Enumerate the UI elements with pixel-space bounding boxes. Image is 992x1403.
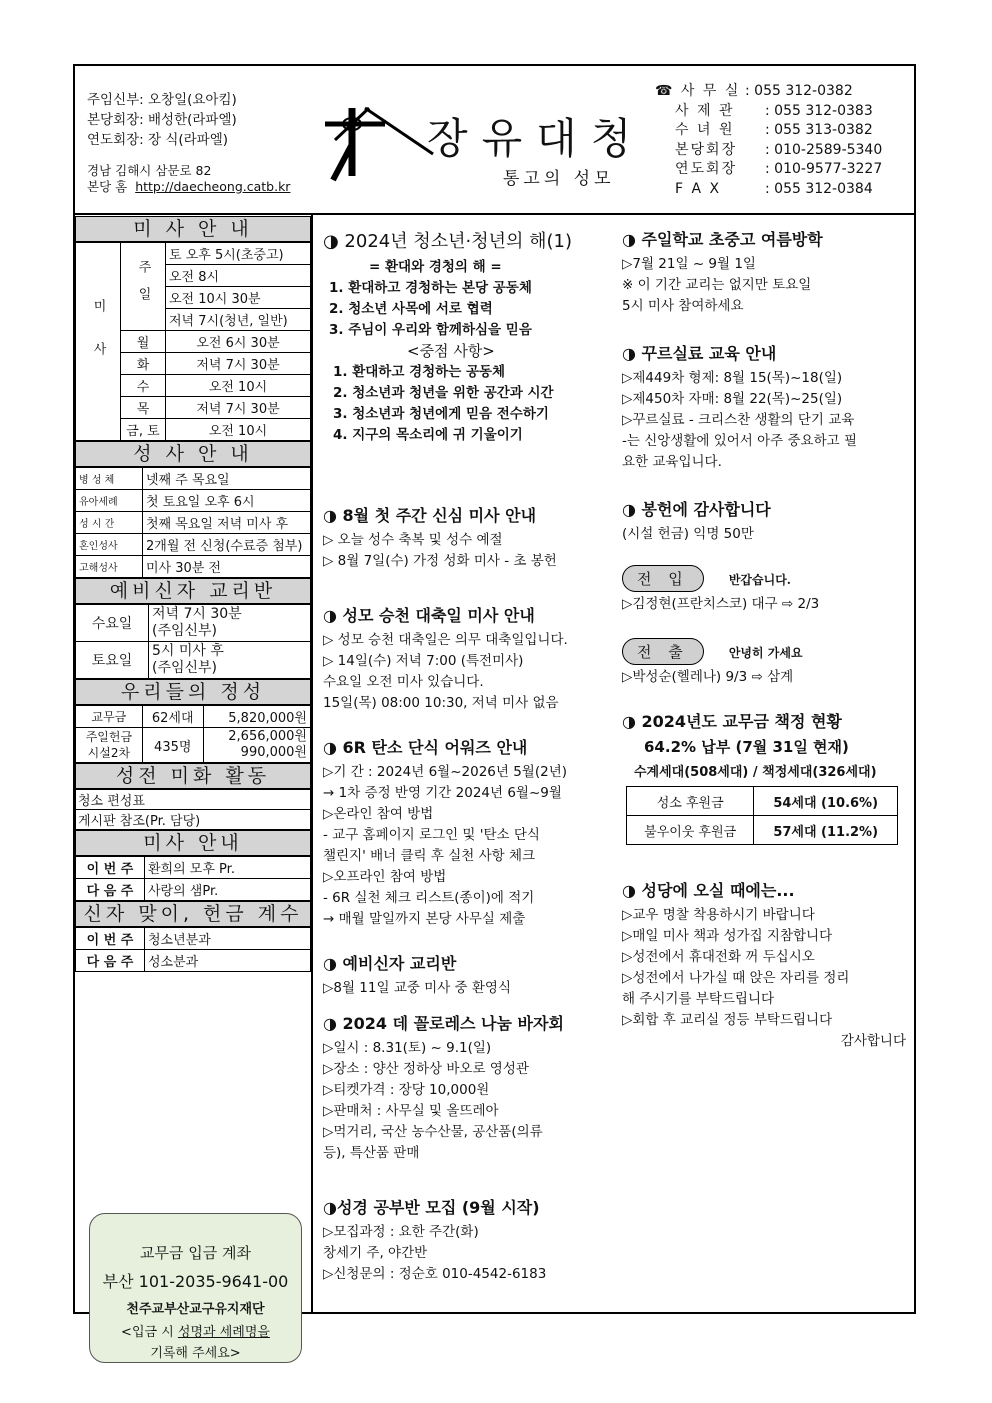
offering-amount: 2,656,000원 xyxy=(228,729,307,744)
contact-label: F A X xyxy=(675,180,722,197)
contact-label: 수 녀 원 xyxy=(675,122,735,138)
greet-table xyxy=(75,927,311,972)
text-line: → 매월 말일까지 본당 사무실 제출 xyxy=(323,911,526,927)
right-column xyxy=(616,213,916,1314)
week-value: 사랑의 샘Pr. xyxy=(145,879,311,901)
weekday-time: 오전 6시 30분 xyxy=(166,331,311,353)
cross-logo-icon xyxy=(325,106,435,186)
contact-row xyxy=(655,180,882,200)
account-note-text: <입금 시 xyxy=(121,1325,178,1340)
text-line: ▷성전에서 나가실 때 앉은 자리를 정리 xyxy=(622,970,850,986)
dues-households: 수계세대(508세대) / 책정세대(326세대) xyxy=(634,765,877,780)
week-label: 이 번 주 xyxy=(76,857,145,879)
section-list xyxy=(323,278,572,341)
text-line: 1. 환대하고 경청하는 공동체 xyxy=(333,364,506,380)
section-title: ◑ 예비신자 교리반 xyxy=(323,954,457,973)
contact-value: : 055 312-0384 xyxy=(765,180,873,197)
transfer-in-section xyxy=(622,565,819,615)
text-line: ※ 이 기간 교리는 없지만 토요일 xyxy=(622,277,812,293)
account-number: 부산 101-2035-9641-00 xyxy=(102,1272,289,1291)
dues-value: 57세대 (11.2%) xyxy=(754,816,898,845)
section-list xyxy=(323,630,568,714)
cursillo-section xyxy=(622,341,857,473)
catechumen-title: 예비신자 교리반 xyxy=(75,578,311,604)
dues-rate: 64.2% 납부 (7월 31일 현재) xyxy=(644,738,849,756)
catechumen-time xyxy=(149,642,311,679)
offering-cell xyxy=(203,728,310,763)
account-box xyxy=(89,1213,302,1363)
carbon-fast-section xyxy=(323,735,567,930)
text-line: ▷신청문의 : 정순호 010-4542-6183 xyxy=(323,1266,547,1282)
contact-label: 본당회장 xyxy=(675,141,738,158)
transfer-out-greeting: 안녕히 가세요 xyxy=(728,646,803,660)
summer-break-section xyxy=(622,227,823,317)
offering-cell: 435명 xyxy=(142,728,203,763)
homepage-label: 본당 홈 xyxy=(87,179,128,194)
mass-schedule-table xyxy=(75,242,311,441)
section-title: ◑ 2024년도 교무금 책정 현황 xyxy=(622,712,842,731)
thanks-line: (시설 헌금) 익명 50만 xyxy=(622,526,754,542)
sacrament-value: 미사 30분 전 xyxy=(143,556,311,578)
contact-list xyxy=(655,82,882,199)
sacrament-title: 성 사 안 내 xyxy=(75,441,311,467)
text-line: 요한 교육입니다. xyxy=(622,454,722,470)
transfer-in-greeting: 반갑습니다. xyxy=(728,573,791,587)
sacrament-value: 넷째 주 목요일 xyxy=(143,468,311,490)
dues-table xyxy=(626,786,898,845)
text-line: 1. 환대하고 경청하는 본당 공동체 xyxy=(329,280,532,296)
sacrament-label: 성 시 간 xyxy=(76,512,143,534)
text-line: 3. 주님이 우리와 함께하심을 믿음 xyxy=(329,322,532,338)
mass-label: 미사 xyxy=(76,243,121,441)
catechumen-notice-section xyxy=(323,951,511,999)
offering-cell: 5,820,000원 xyxy=(203,706,310,728)
text-line: ▷장소 : 양산 정하상 바오로 영성관 xyxy=(323,1061,529,1077)
weekday-label: 화 xyxy=(121,353,166,375)
text-line: ▷ 오늘 성수 축복 및 성수 예절 xyxy=(323,532,503,548)
offering-cell xyxy=(76,728,143,763)
section-list xyxy=(622,368,857,473)
section-title: ◑ 2024 데 꼴로레스 나눔 바자회 xyxy=(323,1014,564,1033)
text-line: 등), 특산품 판매 xyxy=(323,1145,420,1161)
text-line: ▷제449차 형제: 8월 15(목)~18(일) xyxy=(622,370,843,386)
account-note-2: 기록해 주세요> xyxy=(150,1346,241,1361)
bulletin-subtitle: 통고의 성모 xyxy=(503,169,615,189)
section-title: ◑ 봉헌에 감사합니다 xyxy=(622,500,771,519)
contact-value: : 010-9577-3227 xyxy=(765,161,883,177)
text-line: ▷판매처 : 사무실 및 올뜨레아 xyxy=(323,1103,499,1119)
transfer-out-badge: 전 출 xyxy=(622,638,704,665)
sacrament-table xyxy=(75,467,311,578)
transfer-out-line: ▷박성순(헬레나) 9/3 ⇨ 삼계 xyxy=(622,669,794,685)
offering-label: 주일헌금 xyxy=(85,730,133,744)
weekday-time: 저녁 7시 30분 xyxy=(166,397,311,419)
text-line: ▷오프라인 참여 방법 xyxy=(323,869,447,885)
section-list xyxy=(323,530,557,572)
middle-column xyxy=(311,213,616,1314)
text-line: 창세기 주, 야간반 xyxy=(323,1245,428,1261)
dues-value: 54세대 (10.6%) xyxy=(754,787,898,816)
section-subtitle: = 환대와 경청의 해 = xyxy=(369,259,502,275)
text-line: ▷7월 21일 ~ 9월 1일 xyxy=(622,256,756,272)
text-line: - 교구 홈페이지 로그인 및 '탄소 단식 xyxy=(323,827,540,843)
text-line: 챌린지' 배너 클릭 후 실천 사항 체크 xyxy=(323,848,536,864)
transfer-in-line: ▷김정현(프란치스코) 대구 ⇨ 2/3 xyxy=(622,596,820,612)
mass-schedule-title: 미 사 안 내 xyxy=(75,216,311,242)
text-line: 15일(목) 08:00 10:30, 저녁 미사 없음 xyxy=(323,695,559,711)
offering-cell: 62세대 xyxy=(142,706,203,728)
section-list xyxy=(323,1038,564,1164)
mass-guide-title: 미사 안내 xyxy=(75,830,311,856)
focus-heading: <중점 사항> xyxy=(407,342,495,360)
thanks-closing: 감사합니다 xyxy=(840,1033,906,1049)
weekday-label: 수 xyxy=(121,375,166,397)
text-line: ▷꾸르실료 - 크리스찬 생활의 단기 교육 xyxy=(622,412,855,428)
section-title: ◑ 주일학교 초중고 여름방학 xyxy=(622,230,823,249)
week-value: 청소년분과 xyxy=(145,928,311,950)
focus-list xyxy=(323,362,572,446)
sunday-time: 토 오후 5시(초중고) xyxy=(166,243,311,265)
beautify-title: 성전 미화 활동 xyxy=(75,763,311,789)
contact-value: : 055 312-0383 xyxy=(765,102,873,119)
dues-section xyxy=(622,709,898,845)
catechumen-teacher: (주임신부) xyxy=(152,623,218,639)
week-label: 다 음 주 xyxy=(76,950,145,972)
section-list xyxy=(323,762,567,930)
week-label: 다 음 주 xyxy=(76,879,145,901)
sunday-time: 오전 10시 30분 xyxy=(166,287,311,309)
contact-label: 사 제 관 xyxy=(675,102,735,119)
homepage-link[interactable]: http://daecheong.catb.kr xyxy=(135,179,291,194)
bible-study-section xyxy=(323,1195,546,1285)
sacrament-label: 유아세례 xyxy=(76,490,143,512)
week-label: 이 번 주 xyxy=(76,928,145,950)
sacrament-value: 첫째 목요일 저녁 미사 후 xyxy=(143,512,311,534)
sacrament-value: 2개월 전 신청(수료증 첨부) xyxy=(143,534,311,556)
text-line: ▷매일 미사 책과 성가집 지참합니다 xyxy=(622,928,833,944)
sacrament-value: 첫 토요일 오후 6시 xyxy=(143,490,311,512)
sunday-time: 저녁 7시(청년, 일반) xyxy=(166,309,311,331)
account-note-emphasis: 성명과 세례명을 xyxy=(177,1325,270,1340)
offering-title: 우리들의 정성 xyxy=(75,679,311,705)
pastor-line: 주임신부: 오창일(요아킴) xyxy=(87,92,237,108)
section-title: ◑ 8월 첫 주간 신심 미사 안내 xyxy=(323,506,537,525)
text-line: → 1차 증정 반영 기간 2024년 6월~9월 xyxy=(323,785,562,801)
dues-label: 성소 후원금 xyxy=(627,787,754,816)
week-value: 환희의 모후 Pr. xyxy=(145,857,311,879)
text-line: ▷먹거리, 국산 농수산물, 공산품(의류 xyxy=(323,1124,543,1140)
text-line: -는 신앙생활에 있어서 아주 중요하고 필 xyxy=(622,433,857,449)
text-line: 수요일 오전 미사 있습니다. xyxy=(323,674,484,690)
beautify-line: 청소 편성표 xyxy=(75,789,311,810)
text-line: ▷성전에서 휴대전화 꺼 두십시오 xyxy=(622,949,815,965)
section-title: ◑ 꾸르실료 교육 안내 xyxy=(622,344,777,363)
weekday-label: 목 xyxy=(121,397,166,419)
header xyxy=(75,66,914,215)
sunday-label: 주일 xyxy=(121,243,166,331)
text-line: 3. 청소년과 청년에게 믿음 전수하기 xyxy=(333,406,549,422)
account-title: 교무금 입금 계좌 xyxy=(140,1244,251,1262)
text-line: ▷교우 명찰 착용하시기 바랍니다 xyxy=(622,907,815,923)
bazaar-section xyxy=(323,1011,564,1164)
youth-year-section xyxy=(323,227,572,446)
assumption-section xyxy=(323,603,568,714)
account-note xyxy=(90,1321,301,1340)
text-line: ▷제450차 자매: 8월 22(목)~25(일) xyxy=(622,391,843,407)
text-line: ▷ 성모 승천 대축일은 의무 대축일입니다. xyxy=(323,632,568,648)
text-line: 해 주시기를 부탁드립니다 xyxy=(622,991,775,1007)
section-list xyxy=(323,978,511,999)
bulletin-frame xyxy=(73,64,916,1361)
dues-label: 불우이웃 후원금 xyxy=(627,816,754,845)
homepage-line xyxy=(87,177,290,195)
section-title: ◑ 성모 승천 대축일 미사 안내 xyxy=(323,606,535,625)
section-list xyxy=(622,254,823,317)
mass-guide-table xyxy=(75,856,311,901)
catechumen-teacher: (주임신부) xyxy=(152,660,218,676)
weekday-time: 오전 10시 xyxy=(166,375,311,397)
transfer-in-badge: 전 입 xyxy=(622,565,704,592)
text-line: ▷ 14일(수) 저녁 7:00 (특전미사) xyxy=(323,653,524,669)
section-title: ◑성경 공부반 모집 (9월 시작) xyxy=(323,1198,540,1217)
weekday-label: 월 xyxy=(121,331,166,353)
contact-row xyxy=(655,141,882,161)
contact-value: : 055 312-0382 xyxy=(745,83,853,99)
text-line: ▷모집과정 : 요한 주간(화) xyxy=(323,1224,479,1240)
weekday-time: 저녁 7시 30분 xyxy=(166,353,311,375)
catechumen-table xyxy=(75,604,311,679)
text-line: ▷8월 11일 교중 미사 중 환영식 xyxy=(323,980,512,996)
catechumen-day: 토요일 xyxy=(76,642,149,679)
thanks-section xyxy=(622,497,771,545)
contact-row xyxy=(655,121,882,141)
beautify-line: 게시판 참조(Pr. 담당) xyxy=(75,810,311,830)
address: 경남 김해시 삼문로 82 xyxy=(87,163,212,178)
contact-value: : 010-2589-5340 xyxy=(765,141,883,158)
text-line: ▷온라인 참여 방법 xyxy=(323,806,434,822)
section-list xyxy=(622,905,906,1031)
section-title: ◑ 성당에 오실 때에는... xyxy=(622,881,795,900)
left-column xyxy=(75,213,313,1361)
contact-row xyxy=(655,160,882,180)
bulletin-title: 장유대청 xyxy=(427,114,646,163)
sacrament-label: 혼인성사 xyxy=(76,534,143,556)
text-line: ▷기 간 : 2024년 6월~2026년 5월(2년) xyxy=(323,764,567,780)
chair-yd-line: 연도회장: 장 식(라파엘) xyxy=(87,132,229,148)
contact-row xyxy=(655,102,882,122)
account-owner: 천주교부산교구유지재단 xyxy=(126,1302,265,1317)
greet-title: 신자 맞이, 헌금 계수 xyxy=(75,901,311,927)
text-line: 5시 미사 참여하세요 xyxy=(622,298,744,314)
text-line: 2. 청소년 사목에 서로 협력 xyxy=(329,301,493,317)
text-line: 2. 청소년과 청년을 위한 공간과 시간 xyxy=(333,385,554,401)
transfer-out-section xyxy=(622,638,803,688)
text-line: ▷일시 : 8.31(토) ~ 9.1(일) xyxy=(323,1040,492,1056)
catechumen-time xyxy=(149,605,311,642)
text-line: ▷회합 후 교리실 정등 부탁드립니다 xyxy=(622,1012,833,1028)
contact-label: ☎ 사 무 실 xyxy=(655,83,741,99)
contact-value: : 055 313-0382 xyxy=(765,122,873,138)
devotion-section xyxy=(323,503,557,572)
section-title: ◑ 2024년 청소년·청년의 해(1) xyxy=(323,231,573,252)
offering-label: 시설2차 xyxy=(87,746,131,760)
contact-row xyxy=(655,82,882,102)
text-line: 4. 지구의 목소리에 귀 기울이기 xyxy=(333,427,523,443)
visit-guide-section xyxy=(622,878,906,1052)
catechumen-day: 수요일 xyxy=(76,605,149,642)
section-title: ◑ 6R 탄소 단식 어워즈 안내 xyxy=(323,738,528,757)
weekday-time: 오전 10시 xyxy=(166,419,311,441)
sacrament-label: 병 성 체 xyxy=(76,468,143,490)
chair-main-line: 본당회장: 배성한(라파엘) xyxy=(87,112,237,128)
text-line: ▷ 8월 7일(수) 가정 성화 미사 - 초 봉헌 xyxy=(323,553,557,569)
offering-amount: 990,000원 xyxy=(240,745,307,760)
sacrament-label: 고해성사 xyxy=(76,556,143,578)
section-list xyxy=(323,1222,546,1285)
weekday-label: 금, 토 xyxy=(121,419,166,441)
catechumen-time-text: 저녁 7시 30분 xyxy=(152,606,242,622)
offering-table xyxy=(75,705,311,763)
text-line: - 6R 실천 체크 리스트(종이)에 적기 xyxy=(323,890,535,906)
catechumen-time-text: 5시 미사 후 xyxy=(152,643,224,659)
sunday-time: 오전 8시 xyxy=(166,265,311,287)
week-value: 성소분과 xyxy=(145,950,311,972)
text-line: ▷티켓가격 : 장당 10,000원 xyxy=(323,1082,490,1098)
contact-label: 연도회장 xyxy=(675,161,738,177)
offering-cell: 교무금 xyxy=(76,706,143,728)
